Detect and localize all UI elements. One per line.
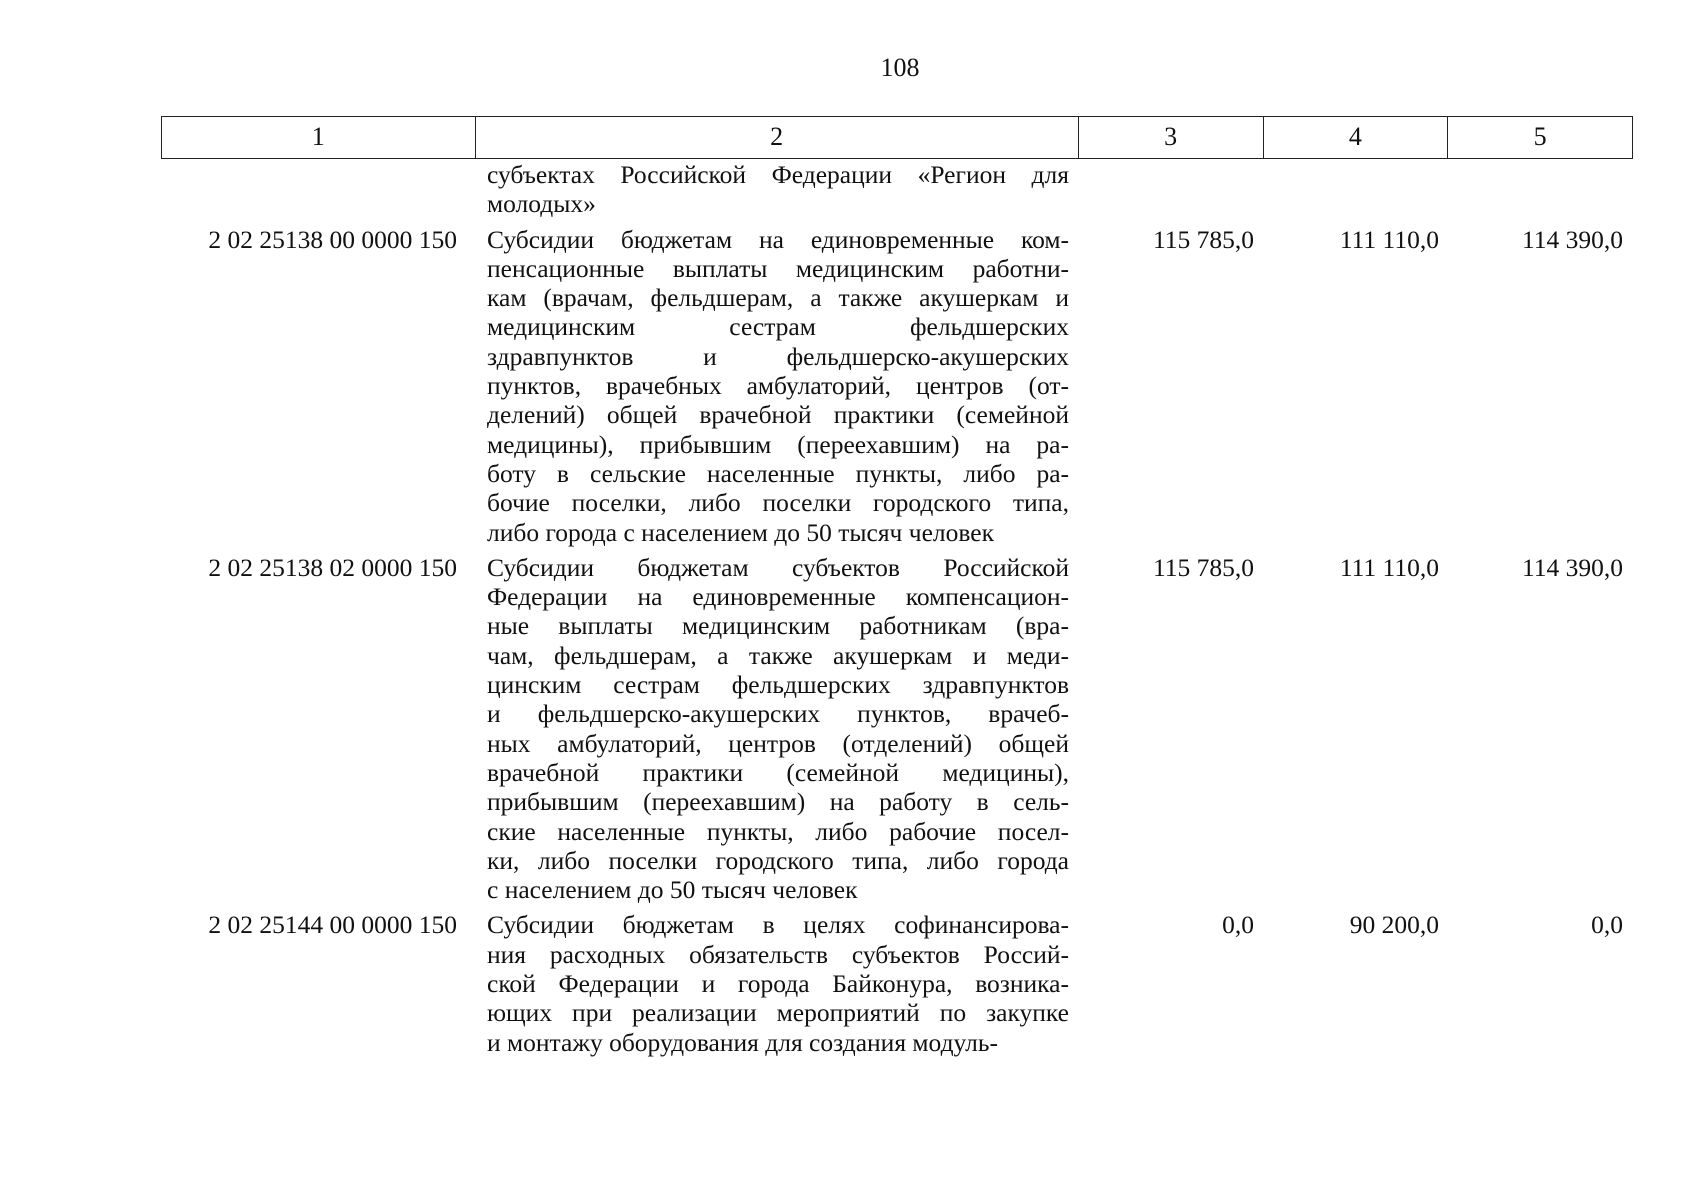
description-line: медицины), прибывшим (переехавшим) на ра-: [487, 429, 1069, 459]
description-line: ские населенные пункты, либо рабочие посел-: [487, 816, 1069, 846]
description-line: и фельдшерско-акушерских пунктов, врачеб-: [487, 699, 1069, 729]
table-body: [161, 160, 1633, 1063]
description-line: прибывшим (переехавшим) на работу в сель-: [487, 787, 1069, 817]
header-col-2: 2: [476, 117, 1079, 158]
cell-description: [475, 553, 1079, 905]
table-row: [161, 553, 1633, 905]
header-col-3: 3: [1079, 117, 1264, 158]
description-line: ки, либо поселки городского типа, либо города: [487, 845, 1069, 875]
cell-col3: 115 785,0: [1152, 224, 1254, 254]
header-col-5: 5: [1533, 122, 1547, 151]
description-line: ской Федерации и города Байконура, возника-: [487, 969, 1069, 999]
cell-col4: 90 200,0: [1349, 910, 1439, 940]
description-line: боту в сельские населенные пункты, либо ра-: [487, 458, 1069, 488]
description-line: ных амбулаторий, центров (отделений) общей: [487, 728, 1069, 758]
description-line: бочие поселки, либо поселки городского типа,: [487, 488, 1069, 518]
description-line: Субсидии бюджетам на единовременные ком-: [487, 224, 1069, 254]
description-line: субъектах Российской Федерации «Регион для: [487, 160, 1069, 189]
table-row: [161, 160, 1633, 219]
header-col-1: 1: [162, 117, 476, 158]
description-line: Федерации на единовременные компенсацион-: [487, 582, 1069, 612]
row-gap: [161, 1057, 1633, 1063]
description-line: либо города с населением до 50 тысяч человек: [487, 517, 994, 547]
cell-col3: 0,0: [1222, 910, 1254, 940]
page-number: 108: [880, 53, 920, 82]
cell-description: [475, 225, 1079, 547]
description-line: Субсидии бюджетам в целях софинансирова-: [487, 910, 1069, 940]
description-line: ные выплаты медицинским работникам (вра-: [487, 611, 1069, 641]
description-line: и монтажу оборудования для создания модуль-: [487, 1027, 999, 1057]
header-col-4: 4: [1264, 117, 1449, 158]
table-header: [161, 116, 1633, 159]
cell-col4: 111 110,0: [1339, 552, 1439, 582]
description-line: с населением до 50 тысяч человек: [487, 875, 858, 905]
cell-code: 2 02 25138 02 0000 150: [208, 552, 457, 582]
cell-code: 2 02 25138 00 0000 150: [208, 224, 457, 254]
cell-col5: 114 390,0: [1521, 224, 1623, 254]
description-line: Субсидии бюджетам субъектов Российской: [487, 552, 1069, 582]
description-line: пунктов, врачебных амбулаторий, центров (от-: [487, 371, 1069, 401]
cell-col5: 114 390,0: [1521, 552, 1623, 582]
cell-description: [475, 910, 1079, 1056]
cell-code: 2 02 25144 00 0000 150: [208, 910, 457, 940]
description-line: здравпунктов и фельдшерско-акушерских: [487, 341, 1069, 371]
description-line: молодых»: [487, 189, 596, 219]
cell-col4: 111 110,0: [1339, 224, 1439, 254]
cell-col5: 0,0: [1591, 910, 1623, 940]
description-line: ния расходных обязательств субъектов Россий-: [487, 939, 1069, 969]
description-line: врачебной практики (семейной медицины),: [487, 757, 1069, 787]
table-row: [161, 910, 1633, 1056]
description-line: медицинским сестрам фельдшерских: [487, 312, 1069, 342]
cell-col3: 115 785,0: [1152, 552, 1254, 582]
description-line: чам, фельдшерам, а также акушеркам и меди-: [487, 640, 1069, 670]
description-line: делений) общей врачебной практики (семейной: [487, 400, 1069, 430]
description-line: ющих при реализации мероприятий по закупке: [487, 998, 1069, 1028]
description-line: пенсационные выплаты медицинским работни-: [487, 253, 1069, 283]
table-row: [161, 225, 1633, 547]
description-line: цинским сестрам фельдшерских здравпунктов: [487, 670, 1069, 700]
cell-description: [475, 160, 1079, 219]
description-line: кам (врачам, фельдшерам, а также акушеркам и: [487, 283, 1069, 313]
